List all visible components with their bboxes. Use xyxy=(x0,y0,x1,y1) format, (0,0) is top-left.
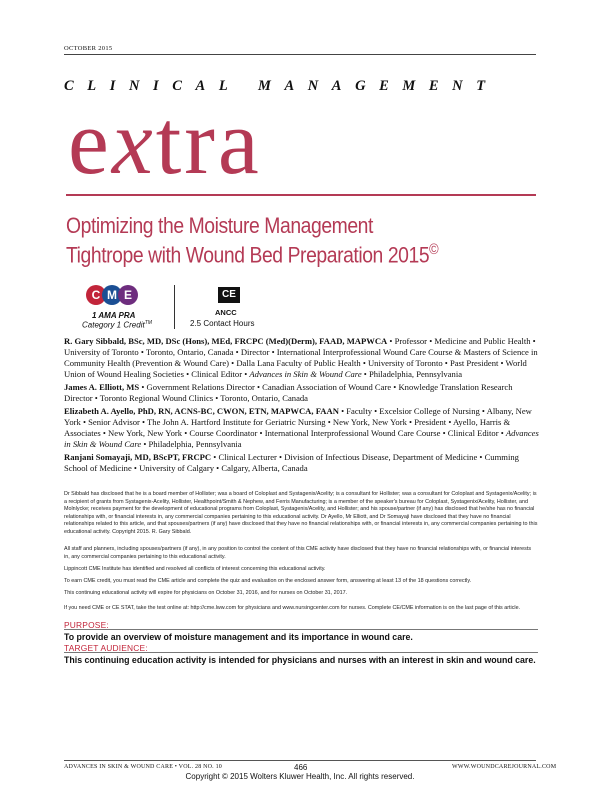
expiration-notice: This continuing educational activity will expire for physicians on October 31, 2016, and for nurses on October 31, 2017. xyxy=(64,590,348,596)
title-line-2 xyxy=(66,238,479,268)
brand-e: e xyxy=(68,91,112,193)
brand-tra: tra xyxy=(155,91,262,193)
credit-divider xyxy=(174,285,175,329)
disclosure-staff: All staff and planners, including spouses/partners (if any), in any position to control the content of this CME activity have disclosed that they have no financial relationships with, or financial interests in, any commercial companies pertaining to this educational activity. xyxy=(64,546,532,560)
purpose-text: To provide an overview of moisture management and its importance in wound care. xyxy=(64,632,413,642)
audience-text: This continuing education activity is intended for physicians and nurses with an interest in skin and wound care. xyxy=(64,655,536,665)
header-rule xyxy=(64,54,536,55)
author-bio: • Faculty • Excelsior College of Nursing • Albany, New York • Senior Advisor • The John A. Hartford Institute for Geriatric Nursing • New York, New York • President • Ayello, Harris & Associates • New York, New York • Course Coordinator • International Interprofessional Wound Care Course • Clinical Editor • xyxy=(64,406,532,438)
copyright-mark: © xyxy=(429,241,439,258)
brand-x: x xyxy=(111,91,156,193)
author-entry xyxy=(64,452,540,474)
ama-category-text: Category 1 Credit xyxy=(82,320,145,330)
author-bio: • Government Relations Director • Canadian Association of Wound Care • Knowledge Translation Research Director • Toronto Regional Wound Clinics • Toronto, Ontario, Canada xyxy=(64,382,513,403)
author-bio: • Professor • Medicine and Public Health • University of Toronto • Toronto, Ontario, Canada • Director • International Interprofessional Wound Care Course & Masters of Science in Community Health (Prevention & Wound Care) • Dalla Lana Faculty of Public Health • University of Toronto • Past President • World Union of Wound Healing Societies • Clinical Editor • xyxy=(64,336,538,379)
title-line-1: Optimizing the Moisture Management xyxy=(66,213,373,238)
ama-tm: TM xyxy=(144,320,152,326)
footer-rule xyxy=(64,760,536,761)
cme-letter-e: E xyxy=(118,285,138,305)
disclosure-coi: Lippincott CME Institute has identified and resolved all conflicts of interest concerning this educational activity. xyxy=(64,566,326,572)
author-name: Ranjani Somayaji, MD, BScPT, FRCPC xyxy=(64,452,212,462)
author-location: • Philadelphia, Pennsylvania xyxy=(141,439,242,449)
ama-credit-category xyxy=(82,320,152,330)
footer-journal: ADVANCES IN SKIN & WOUND CARE • VOL. 28 NO. 10 xyxy=(64,764,222,770)
ce-logo-icon: CE xyxy=(218,287,240,303)
author-entry xyxy=(64,382,540,404)
copyright-notice: Copyright © 2015 Wolters Kluwer Health, Inc. All rights reserved. xyxy=(185,772,415,781)
author-list xyxy=(64,336,540,476)
journal-name: Advances in Skin & Wound Care xyxy=(64,428,539,449)
contact-hours: 2.5 Contact Hours xyxy=(190,319,255,328)
author-name: Elizabeth A. Ayello, PhD, RN, ACNS-BC, CWON, ETN, MAPWCA, FAAN xyxy=(64,406,339,416)
title-line-2-text: Tightrope with Wound Bed Preparation 2015 xyxy=(66,242,430,268)
purpose-heading: PURPOSE: xyxy=(64,620,109,630)
audience-rule xyxy=(64,652,538,653)
author-bio: • Clinical Lecturer • Division of Infectious Disease, Department of Medicine • Cumming School of Medicine • University of Calgary • Calgary, Alberta, Canada xyxy=(64,452,519,473)
footer-website: WWW.WOUNDCAREJOURNAL.COM xyxy=(452,764,557,770)
disclosure-sibbald: Dr Sibbald has disclosed that he is a board member of Hollister; was a board of Coloplast and Systagenix/Acelity; is a consultant for Hollister; was a consultant for Coloplast and Systagenix/Acelity; is a recipient of grants from Systagenix-Acelity, Hollister, Healthpoint/Smith & Nephew, and Ferris Manufacturing; is a member of the speaker's bureau for Coloplast, Systagenix/Acelity, Hollister, and Molnlycke; receives payment for the development of educational programs from Coloplast, Systagenix/Acelity, and Hollister; and his spouse/partner (if any) has disclosed that he/she has no financial relationships with, or financial interests in, any commercial companies pertaining to this educational activity. Dr Ayello, Mr Elliott, and Dr Somayaji have disclosed that they have no financial relationships related to this article, and that spouses/partners (if any) have disclosed that they have no financial relationships with, or financial interests in, any commercial companies pertaining to this educational activity. Copyright 2015. R. Gary Sibbald. xyxy=(64,491,538,535)
author-location: • Philadelphia, Pennsylvania xyxy=(361,369,463,379)
author-name: James A. Elliott, MS xyxy=(64,382,140,392)
brand-rule xyxy=(66,194,536,196)
audience-heading: TARGET AUDIENCE: xyxy=(64,643,148,653)
online-test-notice: If you need CME or CE STAT, take the test online at: http://cme.lww.com for physicians and www.nursingcenter.com for nurses. Complete CE/CME information is on the last page of this article. xyxy=(64,605,521,611)
cme-letter-c: C xyxy=(86,285,106,305)
purpose-rule xyxy=(64,629,538,630)
series-label: CLINICAL MANAGEMENT xyxy=(64,78,499,94)
credit-instructions: To earn CME credit, you must read the CME article and complete the quiz and evaluation on the enclosed answer form, answering at least 13 of the 18 questions correctly. xyxy=(64,578,472,584)
cme-logo-icon xyxy=(78,285,158,307)
ancc-label: ANCC xyxy=(215,308,237,317)
journal-name: Advances in Skin & Wound Care xyxy=(249,369,362,379)
ama-credit-count: 1 AMA PRA xyxy=(92,311,136,320)
issue-date: OCTOBER 2015 xyxy=(64,45,113,52)
article-title xyxy=(66,214,479,268)
author-entry xyxy=(64,336,540,380)
author-name: R. Gary Sibbald, BSc, MD, DSc (Hons), MEd, FRCPC (Med)(Derm), FAAD, MAPWCA xyxy=(64,336,388,346)
page-number: 466 xyxy=(294,763,308,772)
cme-letter-m: M xyxy=(102,285,122,305)
brand-wordmark xyxy=(68,91,262,193)
author-entry xyxy=(64,406,540,450)
